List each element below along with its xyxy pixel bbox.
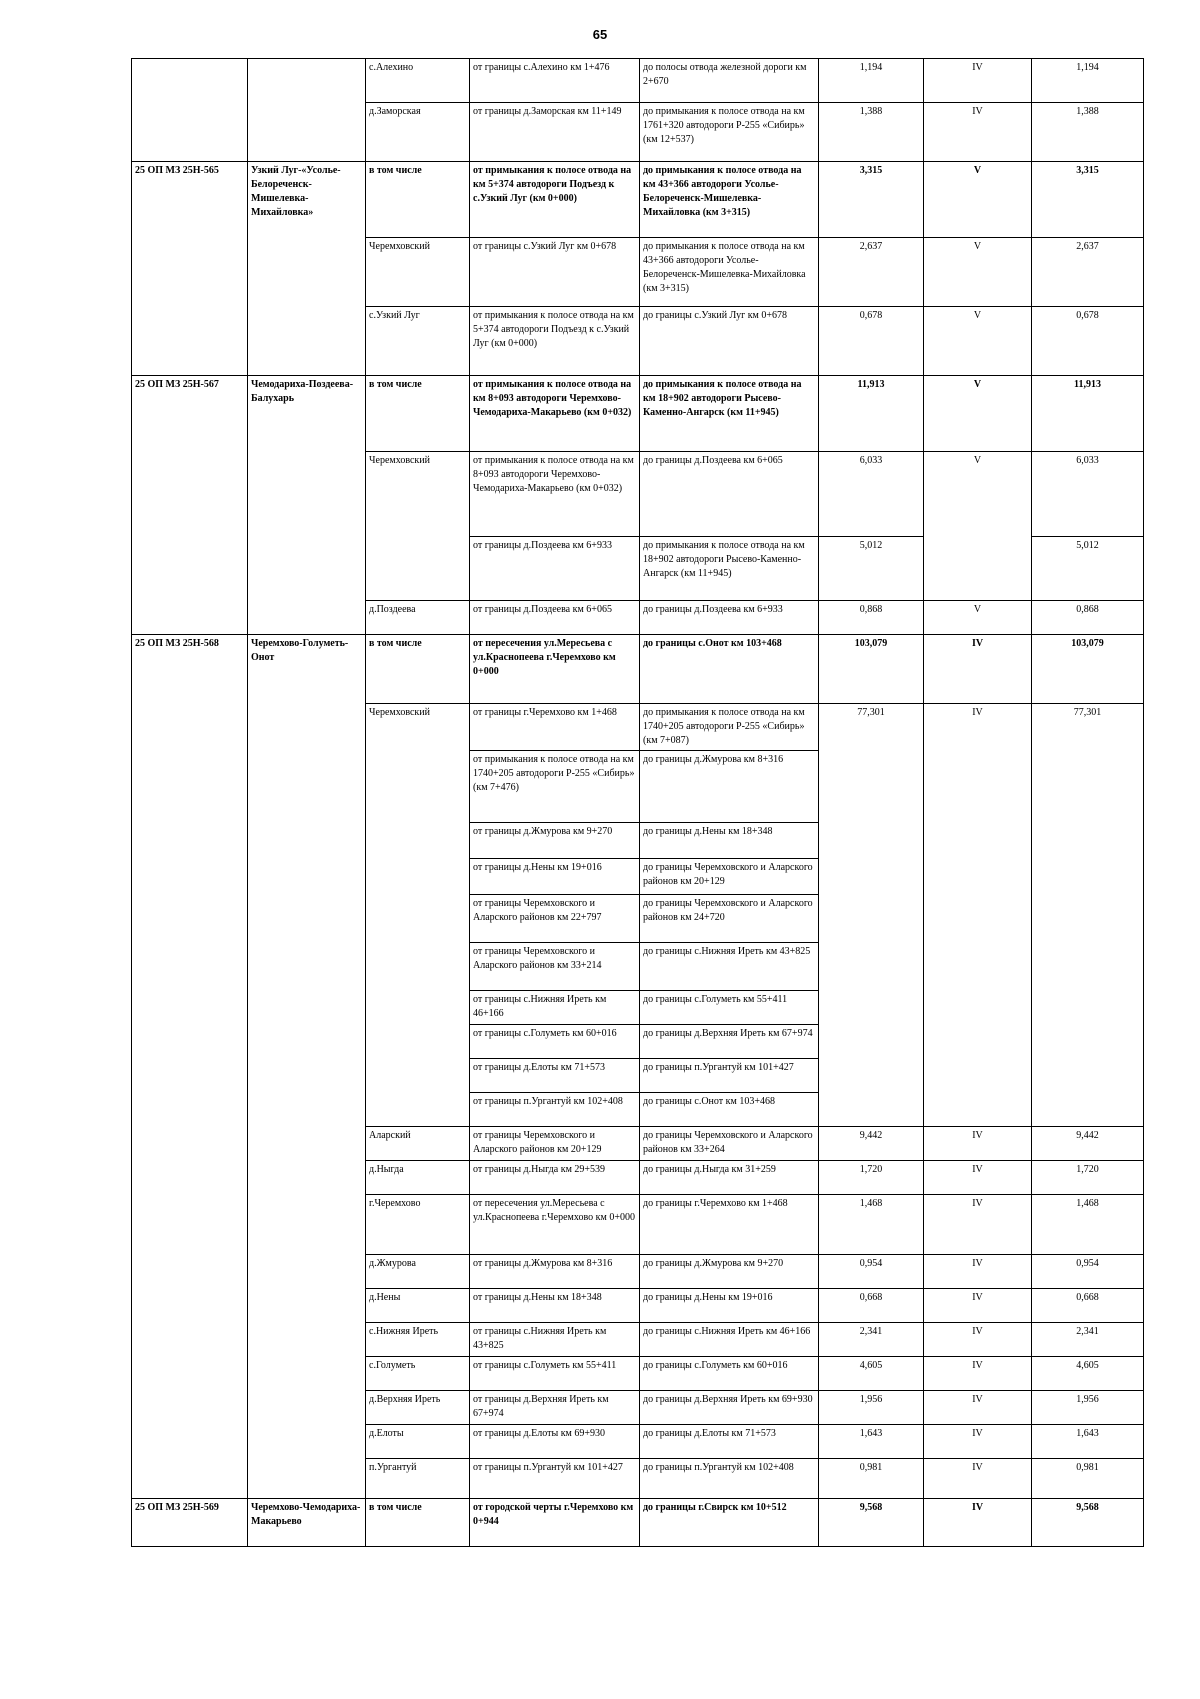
district-cell [366,895,470,943]
road-name-cell [248,1059,366,1093]
from-cell: от примыкания к полосе отвода на км 5+374 автодороги Подъезд к с.Узкий Луг (км 0+000) [470,307,640,376]
total-cell [1032,859,1144,895]
road-name-cell [248,452,366,537]
district-cell: г.Черемхово [366,1195,470,1255]
to-cell: до границы с.Онот км 103+468 [640,635,819,704]
to-cell: до границы д.Поздеева км 6+933 [640,601,819,635]
road-id-cell: 25 ОП МЗ 25Н-568 [132,635,248,704]
road-name-cell: Черемхово-Чемодариха-Макарьево [248,1499,366,1547]
district-cell: д.Поздеева [366,601,470,635]
length-cell: 0,868 [819,601,924,635]
from-cell: от примыкания к полосе отвода на км 5+374 автодороги Подъезд к с.Узкий Луг (км 0+000) [470,162,640,238]
to-cell: до границы п.Ургантуй км 101+427 [640,1059,819,1093]
length-cell: 0,668 [819,1289,924,1323]
category-cell: IV [924,59,1032,103]
category-cell: IV [924,1289,1032,1323]
table-row [132,307,1144,376]
road-id-cell: 25 ОП МЗ 25Н-567 [132,376,248,452]
to-cell: до границы г.Свирск км 10+512 [640,1499,819,1547]
road-id-cell [132,943,248,991]
total-cell: 6,033 [1032,452,1144,537]
district-cell: в том числе [366,635,470,704]
total-cell: 9,568 [1032,1499,1144,1547]
total-cell: 4,605 [1032,1357,1144,1391]
from-cell: от границы д.Поздеева км 6+933 [470,537,640,601]
district-cell [366,943,470,991]
total-cell: 1,388 [1032,103,1144,162]
table-row [132,1289,1144,1323]
table-row [132,376,1144,452]
category-cell [924,859,1032,895]
road-id-cell [132,1357,248,1391]
district-cell [366,1059,470,1093]
to-cell: до примыкания к полосе отвода на км 1740+205 автодороги Р-255 «Сибирь» (км 7+087) [640,704,819,751]
table-row [132,751,1144,823]
table-row [132,1425,1144,1459]
total-cell: 11,913 [1032,376,1144,452]
total-cell: 0,868 [1032,601,1144,635]
table-row [132,704,1144,751]
road-name-cell: Черемхово-Голуметь-Онот [248,635,366,704]
length-cell: 0,981 [819,1459,924,1499]
road-id-cell [132,859,248,895]
total-cell: 77,301 [1032,704,1144,751]
table-row [132,1195,1144,1255]
district-cell: Черемховский [366,238,470,307]
road-name-cell [248,1459,366,1499]
to-cell: до границы с.Онот км 103+468 [640,1093,819,1127]
district-cell: д.Верхняя Иреть [366,1391,470,1425]
category-cell: IV [924,103,1032,162]
table-row [132,1127,1144,1161]
category-cell: IV [924,1499,1032,1547]
length-cell: 77,301 [819,704,924,751]
length-cell: 4,605 [819,1357,924,1391]
road-id-cell [132,1391,248,1425]
road-name-cell [248,704,366,751]
total-cell: 0,981 [1032,1459,1144,1499]
road-name-cell [248,1255,366,1289]
district-cell: д.Заморская [366,103,470,162]
road-id-cell [132,1323,248,1357]
road-id-cell [132,537,248,601]
from-cell: от границы Черемховского и Аларского районов км 22+797 [470,895,640,943]
table-row [132,1059,1144,1093]
district-cell [366,859,470,895]
to-cell: до границы г.Черемхово км 1+468 [640,1195,819,1255]
road-id-cell [132,751,248,823]
category-cell: IV [924,1161,1032,1195]
table-row [132,59,1144,103]
road-name-cell [248,103,366,162]
road-name-cell [248,823,366,859]
category-cell: IV [924,1357,1032,1391]
total-cell [1032,1059,1144,1093]
district-cell [366,823,470,859]
district-cell [366,991,470,1025]
to-cell: до границы д.Верхняя Иреть км 67+974 [640,1025,819,1059]
road-id-cell [132,1425,248,1459]
district-cell [366,751,470,823]
length-cell: 9,568 [819,1499,924,1547]
category-cell: V [924,238,1032,307]
total-cell [1032,991,1144,1025]
road-id-cell [132,103,248,162]
category-cell: V [924,307,1032,376]
road-name-cell [248,1025,366,1059]
to-cell: до границы д.Жмурова км 8+316 [640,751,819,823]
total-cell: 1,956 [1032,1391,1144,1425]
to-cell: до границы с.Голуметь км 55+411 [640,991,819,1025]
category-cell [924,751,1032,823]
road-name-cell [248,1425,366,1459]
from-cell: от границы д.Елоты км 71+573 [470,1059,640,1093]
total-cell: 0,954 [1032,1255,1144,1289]
road-name-cell [248,601,366,635]
length-cell [819,895,924,943]
category-cell: IV [924,1255,1032,1289]
total-cell [1032,751,1144,823]
category-cell: IV [924,1459,1032,1499]
road-id-cell [132,1255,248,1289]
road-name-cell [248,1093,366,1127]
total-cell: 2,341 [1032,1323,1144,1357]
total-cell: 3,315 [1032,162,1144,238]
road-id-cell [132,1289,248,1323]
road-id-cell [132,1161,248,1195]
road-name-cell [248,991,366,1025]
category-cell [924,991,1032,1025]
category-cell [924,895,1032,943]
to-cell: до границы д.Поздеева км 6+065 [640,452,819,537]
from-cell: от границы с.Нижняя Иреть км 43+825 [470,1323,640,1357]
road-name-cell [248,895,366,943]
length-cell [819,943,924,991]
total-cell: 0,678 [1032,307,1144,376]
total-cell [1032,1093,1144,1127]
category-cell: IV [924,635,1032,704]
length-cell: 1,194 [819,59,924,103]
road-id-cell [132,991,248,1025]
table-row [132,601,1144,635]
total-cell [1032,943,1144,991]
from-cell: от границы п.Ургантуй км 102+408 [470,1093,640,1127]
total-cell: 103,079 [1032,635,1144,704]
road-name-cell [248,537,366,601]
to-cell: до примыкания к полосе отвода на км 1761+320 автодороги Р-255 «Сибирь» (км 12+537) [640,103,819,162]
road-id-cell [132,307,248,376]
from-cell: от границы с.Узкий Луг км 0+678 [470,238,640,307]
district-cell: Аларский [366,1127,470,1161]
road-name-cell [248,1391,366,1425]
table-row [132,1161,1144,1195]
district-cell: д.Жмурова [366,1255,470,1289]
table-row [132,452,1144,537]
road-id-cell [132,1093,248,1127]
road-name-cell [248,1357,366,1391]
road-id-cell [132,823,248,859]
district-cell: п.Ургантуй [366,1459,470,1499]
from-cell: от городской черты г.Черемхово км 0+944 [470,1499,640,1547]
district-cell: с.Голуметь [366,1357,470,1391]
total-cell: 1,720 [1032,1161,1144,1195]
road-name-cell [248,59,366,103]
from-cell: от границы с.Голуметь км 55+411 [470,1357,640,1391]
road-name-cell [248,943,366,991]
to-cell: до полосы отвода железной дороги км 2+670 [640,59,819,103]
to-cell: до границы Черемховского и Аларского районов км 24+720 [640,895,819,943]
table-row [132,103,1144,162]
length-cell [819,991,924,1025]
from-cell: от границы д.Верхняя Иреть км 67+974 [470,1391,640,1425]
from-cell: от границы д.Нены км 18+348 [470,1289,640,1323]
road-id-cell [132,1127,248,1161]
length-cell: 3,315 [819,162,924,238]
district-cell: в том числе [366,376,470,452]
length-cell [819,1059,924,1093]
category-cell [924,1025,1032,1059]
road-id-cell [132,895,248,943]
road-name-cell [248,238,366,307]
to-cell: до примыкания к полосе отвода на км 18+902 автодороги Рысево-Каменно-Ангарск (км 11+945) [640,376,819,452]
length-cell: 1,643 [819,1425,924,1459]
from-cell: от границы Черемховского и Аларского районов км 20+129 [470,1127,640,1161]
category-cell: IV [924,1425,1032,1459]
from-cell: от примыкания к полосе отвода на км 8+093 автодороги Черемхово-Чемодариха-Макарьево (км 0+032) [470,452,640,537]
length-cell: 2,341 [819,1323,924,1357]
category-cell: IV [924,1323,1032,1357]
from-cell: от примыкания к полосе отвода на км 1740+205 автодороги Р-255 «Сибирь» (км 7+476) [470,751,640,823]
to-cell: до границы с.Узкий Луг км 0+678 [640,307,819,376]
road-name-cell: Узкий Луг-«Усолье-Белореченск-Мишелевка-Михайловка» [248,162,366,238]
length-cell [819,1093,924,1127]
road-id-cell [132,1059,248,1093]
from-cell: от границы п.Ургантуй км 101+427 [470,1459,640,1499]
total-cell: 1,643 [1032,1425,1144,1459]
from-cell: от границы д.Нены км 19+016 [470,859,640,895]
to-cell: до примыкания к полосе отвода на км 43+366 автодороги Усолье-Белореченск-Мишелевка-Михайловка (км 3+315) [640,162,819,238]
road-id-cell [132,452,248,537]
district-cell: Черемховский [366,452,470,537]
table-row [132,537,1144,601]
road-registry-table [131,58,1144,1547]
road-id-cell [132,704,248,751]
length-cell: 0,954 [819,1255,924,1289]
length-cell [819,823,924,859]
length-cell: 5,012 [819,537,924,601]
table-row [132,1499,1144,1547]
from-cell: от границы д.Ныгда км 29+539 [470,1161,640,1195]
district-cell: с.Узкий Луг [366,307,470,376]
total-cell [1032,895,1144,943]
length-cell: 6,033 [819,452,924,537]
category-cell [924,537,1032,601]
length-cell: 103,079 [819,635,924,704]
category-cell: V [924,162,1032,238]
category-cell: V [924,452,1032,537]
from-cell: от границы д.Елоты км 69+930 [470,1425,640,1459]
to-cell: до границы п.Ургантуй км 102+408 [640,1459,819,1499]
total-cell: 5,012 [1032,537,1144,601]
road-name-cell [248,1127,366,1161]
to-cell: до границы Черемховского и Аларского районов км 33+264 [640,1127,819,1161]
length-cell [819,859,924,895]
length-cell: 9,442 [819,1127,924,1161]
length-cell: 1,468 [819,1195,924,1255]
total-cell: 1,194 [1032,59,1144,103]
from-cell: от границы с.Нижняя Иреть км 46+166 [470,991,640,1025]
category-cell [924,1059,1032,1093]
category-cell [924,823,1032,859]
length-cell [819,751,924,823]
category-cell: IV [924,1127,1032,1161]
from-cell: от границы д.Жмурова км 8+316 [470,1255,640,1289]
total-cell: 9,442 [1032,1127,1144,1161]
table-row [132,859,1144,895]
to-cell: до границы д.Ныгда км 31+259 [640,1161,819,1195]
to-cell: до границы д.Нены км 18+348 [640,823,819,859]
category-cell: V [924,601,1032,635]
total-cell [1032,823,1144,859]
table-row [132,1025,1144,1059]
to-cell: до границы д.Верхняя Иреть км 69+930 [640,1391,819,1425]
from-cell: от границы г.Черемхово км 1+468 [470,704,640,751]
from-cell: от границы с.Алехино км 1+476 [470,59,640,103]
category-cell [924,943,1032,991]
table-row [132,991,1144,1025]
to-cell: до границы с.Нижняя Иреть км 46+166 [640,1323,819,1357]
from-cell: от пересечения ул.Мересьева с ул.Краснопеева г.Черемхово км 0+000 [470,635,640,704]
district-cell [366,1025,470,1059]
table-row [132,1357,1144,1391]
category-cell: V [924,376,1032,452]
table-row [132,1093,1144,1127]
to-cell: до границы с.Голуметь км 60+016 [640,1357,819,1391]
page-number: 65 [592,27,608,42]
total-cell [1032,1025,1144,1059]
total-cell: 1,468 [1032,1195,1144,1255]
length-cell: 2,637 [819,238,924,307]
road-name-cell [248,859,366,895]
to-cell: до границы Черемховского и Аларского районов км 20+129 [640,859,819,895]
table-row [132,943,1144,991]
table-row [132,1323,1144,1357]
road-id-cell [132,1459,248,1499]
road-id-cell [132,601,248,635]
road-name-cell [248,1323,366,1357]
category-cell: IV [924,704,1032,751]
from-cell: от границы д.Поздеева км 6+065 [470,601,640,635]
district-cell: в том числе [366,162,470,238]
road-name-cell [248,1195,366,1255]
district-cell [366,1093,470,1127]
table-row [132,635,1144,704]
road-name-cell: Чемодариха-Поздеева-Балухарь [248,376,366,452]
to-cell: до границы д.Нены км 19+016 [640,1289,819,1323]
length-cell: 11,913 [819,376,924,452]
total-cell: 0,668 [1032,1289,1144,1323]
road-id-cell [132,1195,248,1255]
from-cell: от границы д.Жмурова км 9+270 [470,823,640,859]
table-row [132,823,1144,859]
category-cell: IV [924,1391,1032,1425]
from-cell: от границы Черемховского и Аларского районов км 33+214 [470,943,640,991]
road-id-cell [132,1025,248,1059]
table-row [132,1459,1144,1499]
road-id-cell [132,59,248,103]
road-id-cell: 25 ОП МЗ 25Н-569 [132,1499,248,1547]
total-cell: 2,637 [1032,238,1144,307]
to-cell: до примыкания к полосе отвода на км 43+366 автодороги Усолье-Белореченск-Мишелевка-Михайловка (км 3+315) [640,238,819,307]
from-cell: от примыкания к полосе отвода на км 8+093 автодороги Черемхово-Чемодариха-Макарьево (км 0+032) [470,376,640,452]
to-cell: до границы с.Нижняя Иреть км 43+825 [640,943,819,991]
district-cell: с.Алехино [366,59,470,103]
road-name-cell [248,1289,366,1323]
road-id-cell [132,238,248,307]
category-cell: IV [924,1195,1032,1255]
road-name-cell [248,751,366,823]
road-name-cell [248,307,366,376]
district-cell: с.Нижняя Иреть [366,1323,470,1357]
from-cell: от границы с.Голуметь км 60+016 [470,1025,640,1059]
to-cell: до границы д.Елоты км 71+573 [640,1425,819,1459]
district-cell: д.Ныгда [366,1161,470,1195]
length-cell: 1,956 [819,1391,924,1425]
from-cell: от пересечения ул.Мересьева с ул.Краснопеева г.Черемхово км 0+000 [470,1195,640,1255]
district-cell: д.Елоты [366,1425,470,1459]
length-cell: 1,388 [819,103,924,162]
district-cell: Черемховский [366,704,470,751]
road-name-cell [248,1161,366,1195]
from-cell: от границы д.Заморская км 11+149 [470,103,640,162]
table-row [132,1391,1144,1425]
length-cell: 0,678 [819,307,924,376]
to-cell: до примыкания к полосе отвода на км 18+902 автодороги Рысево-Каменно-Ангарск (км 11+945) [640,537,819,601]
road-id-cell: 25 ОП МЗ 25Н-565 [132,162,248,238]
table-row [132,895,1144,943]
district-cell: в том числе [366,1499,470,1547]
table-row [132,238,1144,307]
length-cell: 1,720 [819,1161,924,1195]
table-row [132,162,1144,238]
to-cell: до границы д.Жмурова км 9+270 [640,1255,819,1289]
district-cell: д.Нены [366,1289,470,1323]
category-cell [924,1093,1032,1127]
district-cell [366,537,470,601]
table-row [132,1255,1144,1289]
length-cell [819,1025,924,1059]
